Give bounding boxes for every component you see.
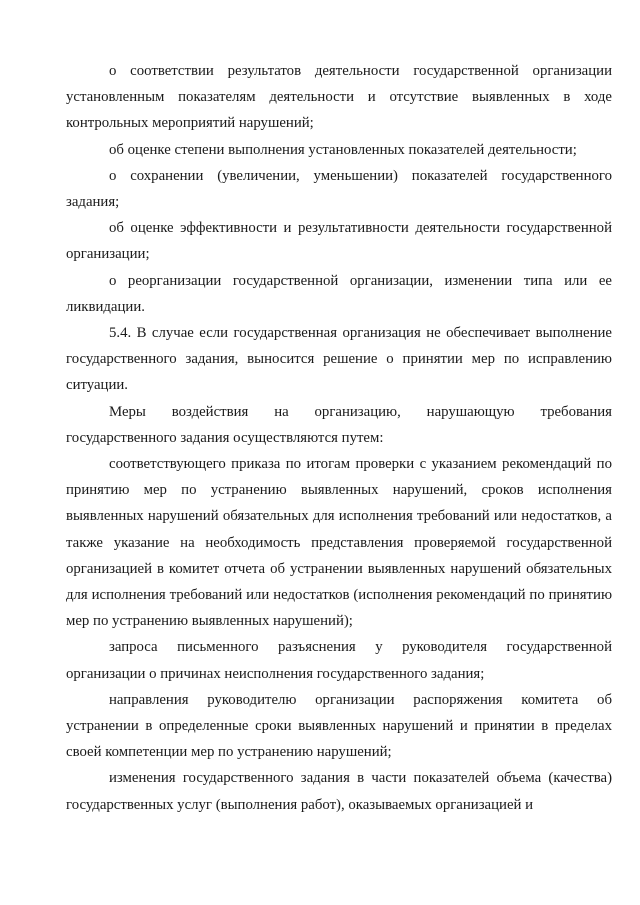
- paragraph-conformity: о соответствии результатов деятельности государственной организации установленным показателям деятельности и отсутствие выявленных в ходе контрольных мероприятий нарушений;: [66, 63, 612, 132]
- paragraph-measures: Меры воздействия на организацию, нарушающую требования государственного задания осуществляются путем:: [66, 403, 612, 446]
- paragraph-reorganization: о реорганизации государственной организации, изменении типа или ее ликвидации.: [66, 272, 612, 315]
- paragraph-assessment-degree: об оценке степени выполнения установленных показателей деятельности;: [109, 141, 577, 158]
- paragraph-direction: направления руководителю организации распоряжения комитета об устранении в определенные сроки выявленных нарушений и принятии в пределах своей компетенции мер по устранению нарушений;: [66, 691, 612, 761]
- paragraph-efficiency: об оценке эффективности и результативности деятельности государственной организации;: [66, 220, 612, 263]
- paragraph-order: соответствующего приказа по итогам проверки с указанием рекомендаций по принятию мер по устранению выявленных нарушений, сроков исполнения выявленных нарушений обязательных для исполнения требований или недостатков, а также указание на необходимость представления проверяемой государственной организацией в комитет отчета об устранении выявленных нарушений обязательных для исполнения требований или недостатков (исполнения рекомендаций по принятию мер по устранению выявленных нарушений);: [66, 456, 612, 630]
- paragraph-change: изменения государственного задания в части показателей объема (качества) государственных услуг (выполнения работ), оказываемых организацией и: [66, 770, 612, 813]
- paragraph-request: запроса письменного разъяснения у руководителя государственной организации о причинах неисполнения государственного задания;: [66, 639, 612, 682]
- paragraph-section-5-4: 5.4. В случае если государственная организация не обеспечивает выполнение государственного задания, выносится решение о принятии мер по исправлению ситуации.: [66, 325, 612, 394]
- document-page: [66, 58, 612, 818]
- paragraph-preservation: о сохранении (увеличении, уменьшении) показателей государственного задания;: [66, 167, 612, 211]
